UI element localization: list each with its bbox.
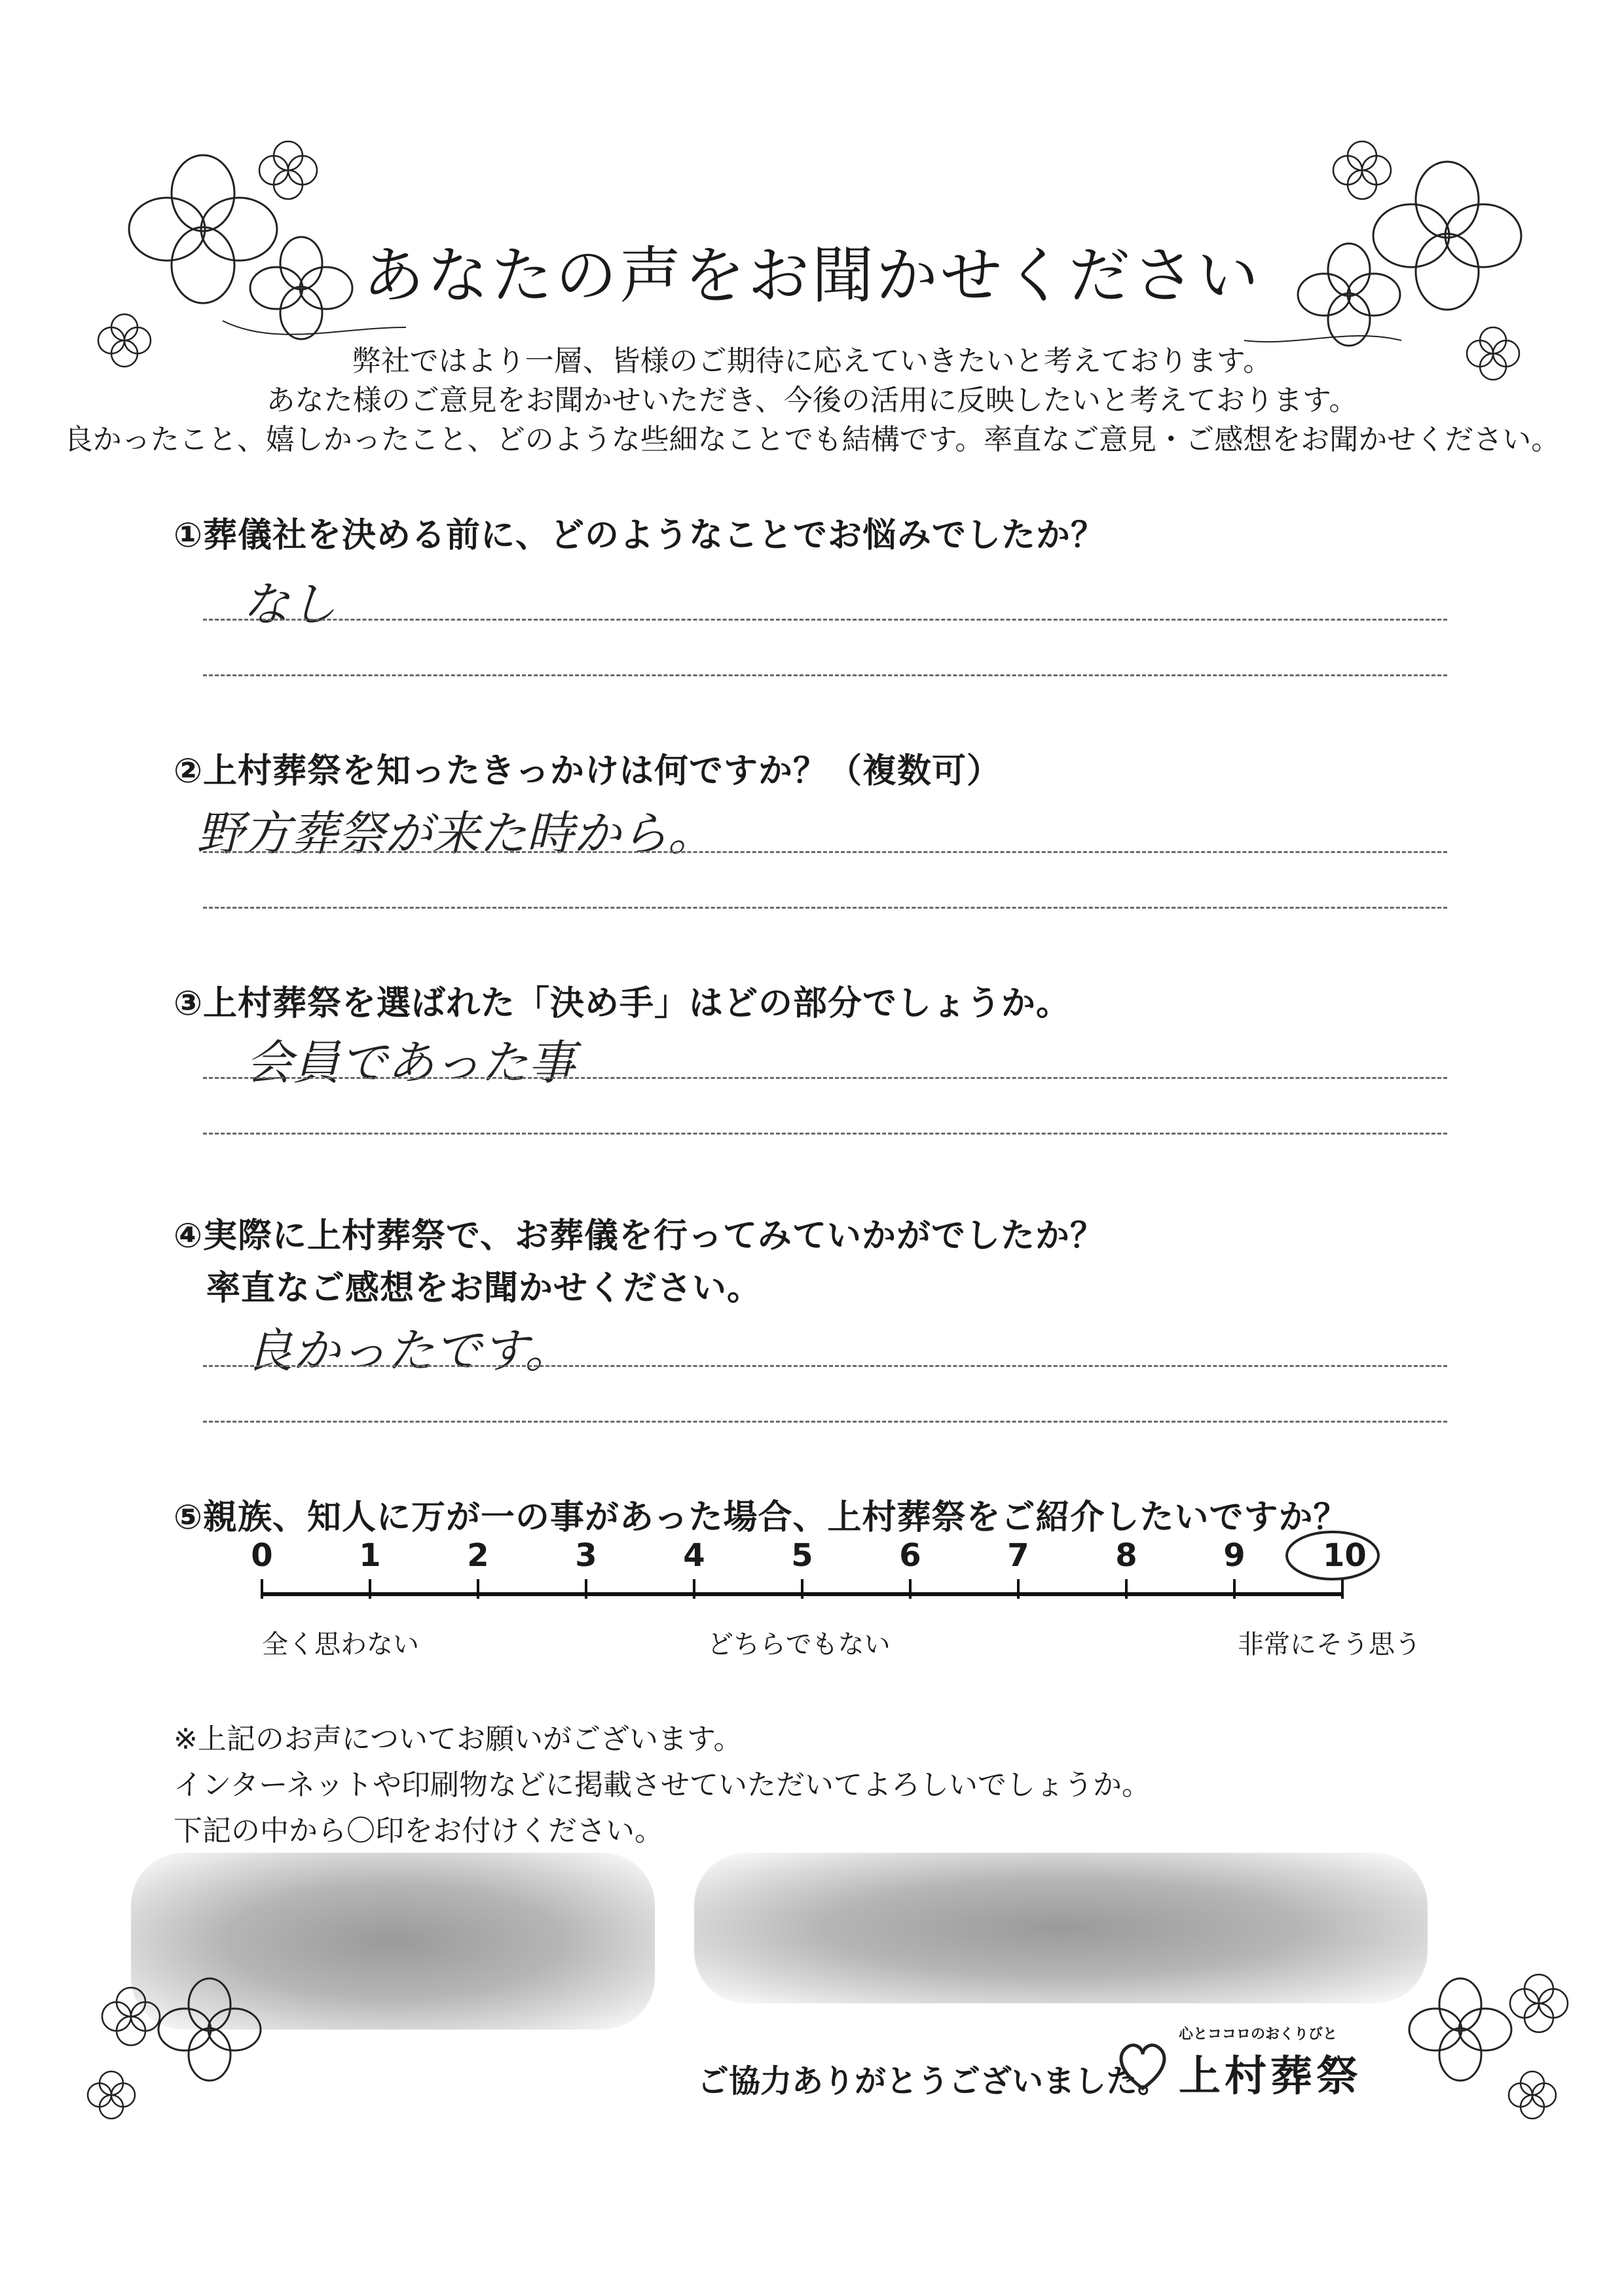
intro-line-1: 弊社ではより一層、皆様のご期待に応えていきたいと考えております。 <box>352 344 1272 378</box>
scale-tick <box>477 1579 479 1599</box>
thanks-message: ご協力ありがとうございました。 <box>697 2063 1170 2100</box>
redacted-area-right <box>694 1853 1428 2003</box>
scale-number-8[interactable]: 8 <box>1115 1537 1137 1574</box>
question-2: ②上村葬祭を知ったきっかけは何ですか？（複数可） <box>174 752 1002 791</box>
scale-number-7[interactable]: 7 <box>1007 1537 1029 1574</box>
intro-line-3: 良かったこと、嬉しかったこと、どのような些細なことでも結構です。率直なご意見・ご感想をお聞かせください。 <box>64 423 1560 456</box>
scale-number-3[interactable]: 3 <box>575 1537 597 1574</box>
clover-decoration-bottom-right <box>1375 1958 1585 2134</box>
intro-line-2: あなた様のご意見をお聞かせいただき、今後の活用に反映したいと考えております。 <box>266 384 1358 417</box>
answer-2[interactable]: 野方葬祭が来た時から。 <box>196 806 716 861</box>
scale-number-10[interactable]: 10 <box>1323 1537 1367 1574</box>
scale-tick <box>369 1579 371 1599</box>
scale-number-2[interactable]: 2 <box>467 1537 489 1574</box>
question-4-sub: 率直なご感想をお聞かせください。 <box>206 1269 762 1308</box>
logo-name: 上村葬祭 <box>1179 2052 1362 2101</box>
answer-line <box>203 907 1447 909</box>
question-3: ③上村葬祭を選ばれた「決め手」はどの部分でしょうか。 <box>174 984 1071 1023</box>
question-4: ④実際に上村葬祭で、お葬儀を行ってみていかがでしたか？ <box>174 1216 1105 1256</box>
answer-4[interactable]: 良かったです。 <box>246 1323 572 1378</box>
selected-circle-mark <box>1280 1524 1385 1590</box>
scale-number-9[interactable]: 9 <box>1223 1537 1246 1574</box>
logo-tagline: 心とココロのおくりびと <box>1179 2026 1338 2043</box>
scale-tick <box>693 1579 695 1599</box>
scale-number-4[interactable]: 4 <box>683 1537 705 1574</box>
note-line-2: インターネットや印刷物などに掲載させていただいてよろしいでしょうか。 <box>174 1768 1151 1802</box>
question-1: ①葬儀社を決める前に、どのようなことでお悩みでしたか？ <box>174 516 1106 555</box>
answer-1[interactable]: なし <box>242 577 337 632</box>
scale-left-label: 全く思わない <box>262 1630 419 1660</box>
scale-number-0[interactable]: 0 <box>251 1537 273 1574</box>
heart-icon <box>1113 2036 1172 2095</box>
scale-tick <box>585 1579 587 1599</box>
scale-number-1[interactable]: 1 <box>359 1537 381 1574</box>
scale-tick <box>261 1579 263 1599</box>
scale-tick <box>801 1579 803 1599</box>
answer-line <box>203 1077 1447 1079</box>
clover-decoration-bottom-left <box>59 1964 295 2134</box>
answer-line <box>203 1421 1447 1423</box>
scale-right-label: 非常にそう思う <box>1238 1630 1421 1660</box>
scale-tick <box>909 1579 912 1599</box>
scale-tick <box>1233 1579 1236 1599</box>
scale-middle-label: どちらでもない <box>707 1630 891 1660</box>
scale-tick <box>1125 1579 1128 1599</box>
scale-number-5[interactable]: 5 <box>791 1537 813 1574</box>
answer-line <box>203 619 1447 621</box>
answer-line <box>203 1133 1447 1135</box>
answer-line <box>203 1365 1447 1367</box>
note-line-1: ※上記のお声についてお願いがございます。 <box>174 1722 743 1756</box>
answer-line <box>203 674 1447 676</box>
note-line-3: 下記の中から〇印をお付けください。 <box>174 1814 663 1848</box>
scale-tick <box>1017 1579 1020 1599</box>
page-title: あなたの声をお聞かせください <box>362 240 1261 312</box>
question-5: ⑤親族、知人に万が一の事があった場合、上村葬祭をご紹介したいですか？ <box>174 1498 1348 1537</box>
answer-3[interactable]: 会員であった事 <box>246 1035 576 1090</box>
scale-number-6[interactable]: 6 <box>899 1537 921 1574</box>
answer-line <box>203 851 1447 853</box>
